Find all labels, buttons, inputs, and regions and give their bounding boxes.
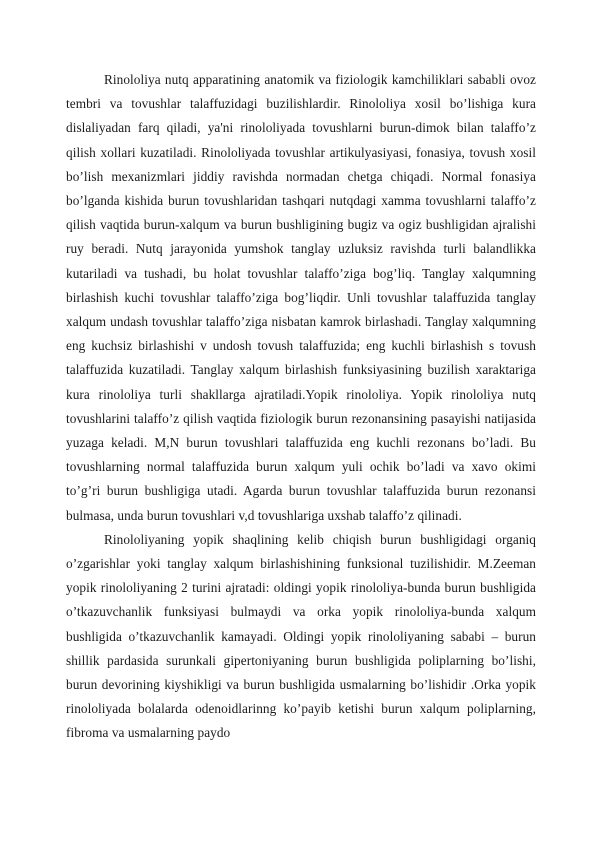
document-body bbox=[66, 68, 536, 746]
paragraph-1: Rinololiya nutq apparatining anatomik va fiziologik kamchiliklari sababli ovoz tembri va tovushlar talaffuzidagi buzilishlardir. Rinololiya xosil bo’lishiga kura dislaliyadan farq qiladi, ya'ni rinololiyada tovushlarni burun-dimok bilan talaffo’z qilish xollari kuzatiladi. Rinololiyada tovushlar artikulyasiyasi, fonasiya, tovush xosil bo’lish mexanizmlari jiddiy ravishda normadan chetga chiqadi. Normal fonasiya bo’lganda kishida burun tovushlaridan tashqari nutqdagi xamma tovushlarni talaffo’z qilish vaqtida burun-xalqum va burun bushligining bugiz va ogiz bushligidan ajralishi ruy beradi. Nutq jarayonida yumshok tanglay uzluksiz ravishda turli balandlikka kutariladi va tushadi, bu holat tovushlar talaffo’ziga bog’liq. Tanglay xalqumning birlashish kuchi tovushlar talaffo’ziga bog’liqdir. Unli tovushlar talaffuzida tanglay xalqum undash tovushlar talaffo’ziga nisbatan kamrok birlashadi. Tanglay xalqumning eng kuchsiz birlashishi v undosh tovush talaffuzida; eng kuchli birlashish s tovush talaffuzida kuzatiladi. Tanglay xalqum birlashish funksiyasining buzilish xaraktariga kura rinololiya turli shakllarga ajratiladi.Yopik rinololiya. Yopik rinololiya nutq tovushlarini talaffo’z qilish vaqtida fiziologik burun rezonansining pasayishi natijasida yuzaga keladi. M,N burun tovushlari talaffuzida eng kuchli rezonans bo’ladi. Bu tovushlarning normal talaffuzida burun xalqum yuli ochik bo’ladi va xavo okimi to’g’ri burun bushligiga utadi. Agarda burun tovushlar talaffuzida burun rezonansi bulmasa, unda burun tovushlari v,d tovushlariga uxshab talaffo’z qilinadi. bbox=[66, 72, 536, 523]
paragraph-2: Rinololiyaning yopik shaqlining kelib chiqish burun bushligidagi organiq o’zgarishlar yoki tanglay xalqum birlashishining funksional tuzilishidir. M.Zeeman yopik rinololiyaning 2 turini ajratadi: oldingi yopik rinololiya-bunda burun bushligida o’tkazuvchanlik funksiyasi bulmaydi va orka yopik rinololiya-bunda xalqum bushligida o’tkazuvchanlik kamayadi. Oldingi yopik rinololiyaning sababi – burun shillik pardasida surunkali gipertoniyaning burun bushligida poliplarning bo’lishi, burun devorining kiyshikligi va burun bushligida usmalarning bo’lishidir .Orka yopik rinololiyada bolalarda odenoidlarinng ko’payib ketishi burun xalqum poliplarning, fibroma va usmalarning paydo bbox=[66, 531, 536, 741]
